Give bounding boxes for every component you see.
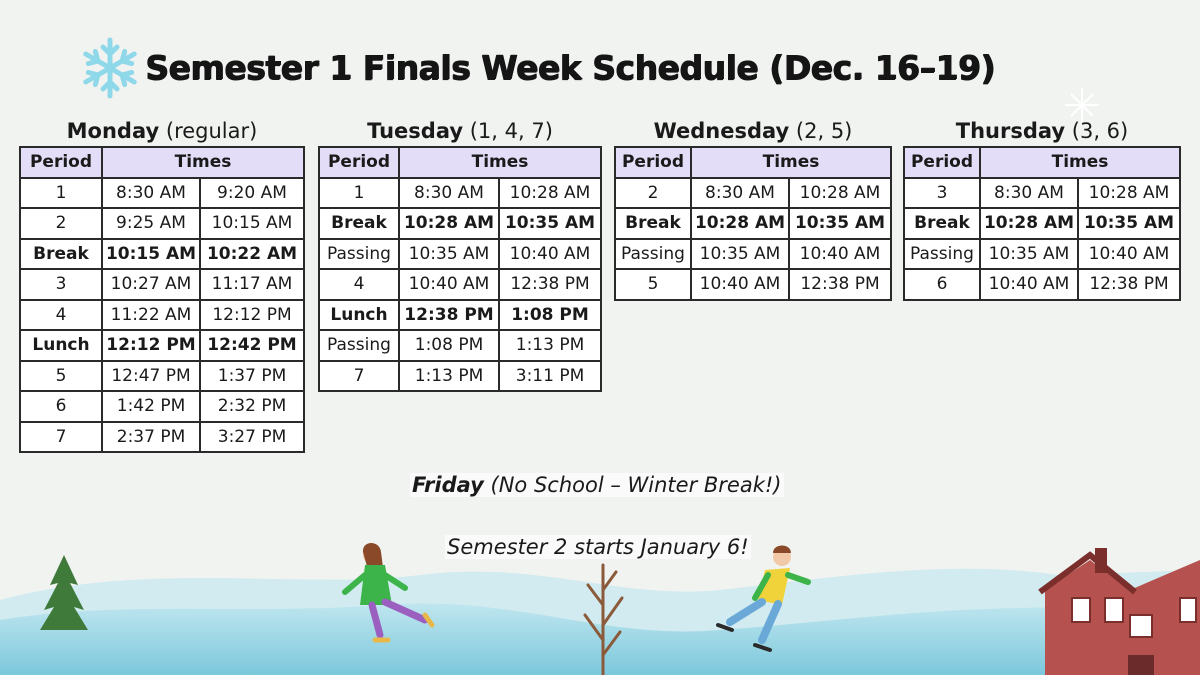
day-name: Tuesday <box>367 119 464 143</box>
start-time-cell: 12:47 PM <box>102 361 200 392</box>
end-time-cell: 12:38 PM <box>499 269 601 300</box>
table-row <box>20 391 304 422</box>
period-cell: 5 <box>20 361 102 392</box>
day-detail: (3, 6) <box>1071 119 1129 143</box>
start-time-cell: 10:27 AM <box>102 269 200 300</box>
friday-label: Friday <box>412 473 484 497</box>
house-icon <box>1040 548 1200 675</box>
table-row <box>20 208 304 239</box>
end-time-cell: 10:28 AM <box>789 178 891 209</box>
end-time-cell: 10:35 AM <box>1078 208 1180 239</box>
period-cell: Break <box>904 208 980 239</box>
end-time-cell: 10:35 AM <box>499 208 601 239</box>
start-time-cell: 8:30 AM <box>980 178 1078 209</box>
header-period: Period <box>20 147 102 178</box>
period-cell: 2 <box>20 208 102 239</box>
period-cell: Passing <box>319 239 399 270</box>
end-time-cell: 10:15 AM <box>200 208 304 239</box>
start-time-cell: 2:37 PM <box>102 422 200 453</box>
period-cell: Passing <box>319 330 399 361</box>
start-time-cell: 10:15 AM <box>102 239 200 270</box>
table-row <box>319 269 601 300</box>
start-time-cell: 10:40 AM <box>691 269 789 300</box>
start-time-cell: 10:28 AM <box>980 208 1078 239</box>
snowflake-icon <box>78 36 142 100</box>
start-time-cell: 12:12 PM <box>102 330 200 361</box>
day-detail: (2, 5) <box>795 119 853 143</box>
table-row <box>904 208 1180 239</box>
period-cell: Break <box>615 208 691 239</box>
end-time-cell: 10:28 AM <box>1078 178 1180 209</box>
day-heading <box>903 116 1181 146</box>
start-time-cell: 10:40 AM <box>399 269 499 300</box>
schedule-table-wednesday <box>614 146 892 301</box>
period-cell: 7 <box>319 361 399 392</box>
header-times: Times <box>980 147 1180 178</box>
start-time-cell: 10:28 AM <box>691 208 789 239</box>
header-times: Times <box>399 147 601 178</box>
schedule-table-monday <box>19 146 305 453</box>
table-row <box>20 422 304 453</box>
friday-note <box>410 473 784 497</box>
table-row <box>319 239 601 270</box>
start-time-cell: 11:22 AM <box>102 300 200 331</box>
start-time-cell: 10:40 AM <box>980 269 1078 300</box>
table-row <box>20 361 304 392</box>
start-time-cell: 8:30 AM <box>691 178 789 209</box>
semester-note: Semester 2 starts January 6! <box>447 535 749 559</box>
table-body <box>319 178 601 392</box>
day-wednesday <box>614 116 892 301</box>
day-detail: (regular) <box>165 119 258 143</box>
table-row <box>319 330 601 361</box>
period-cell: 5 <box>615 269 691 300</box>
end-time-cell: 10:22 AM <box>200 239 304 270</box>
table-row <box>615 239 891 270</box>
header-period: Period <box>615 147 691 178</box>
start-time-cell: 9:25 AM <box>102 208 200 239</box>
table-body <box>615 178 891 300</box>
page-title: Semester 1 Finals Week Schedule (Dec. 16–19) <box>145 48 995 87</box>
table-row <box>20 178 304 209</box>
period-cell: Lunch <box>20 330 102 361</box>
table-body <box>20 178 304 453</box>
table-row <box>615 208 891 239</box>
end-time-cell: 9:20 AM <box>200 178 304 209</box>
header-period: Period <box>319 147 399 178</box>
day-tuesday <box>318 116 602 392</box>
table-row <box>20 239 304 270</box>
header-period: Period <box>904 147 980 178</box>
day-monday <box>19 116 305 453</box>
period-cell: 6 <box>20 391 102 422</box>
day-heading <box>318 116 602 146</box>
end-time-cell: 3:11 PM <box>499 361 601 392</box>
end-time-cell: 12:42 PM <box>200 330 304 361</box>
end-time-cell: 3:27 PM <box>200 422 304 453</box>
friday-detail: (No School – Winter Break!) <box>490 473 782 497</box>
day-heading <box>19 116 305 146</box>
schedule-table-tuesday <box>318 146 602 392</box>
table-row <box>20 330 304 361</box>
schedule-table-thursday <box>903 146 1181 301</box>
start-time-cell: 10:35 AM <box>691 239 789 270</box>
start-time-cell: 8:30 AM <box>399 178 499 209</box>
period-cell: Lunch <box>319 300 399 331</box>
table-row <box>904 178 1180 209</box>
day-heading <box>614 116 892 146</box>
period-cell: Break <box>319 208 399 239</box>
period-cell: 6 <box>904 269 980 300</box>
header-times: Times <box>102 147 304 178</box>
end-time-cell: 10:40 AM <box>1078 239 1180 270</box>
day-thursday <box>903 116 1181 301</box>
table-row <box>319 361 601 392</box>
table-row <box>319 300 601 331</box>
start-time-cell: 10:35 AM <box>980 239 1078 270</box>
day-name: Wednesday <box>653 119 790 143</box>
end-time-cell: 11:17 AM <box>200 269 304 300</box>
start-time-cell: 12:38 PM <box>399 300 499 331</box>
start-time-cell: 1:13 PM <box>399 361 499 392</box>
day-detail: (1, 4, 7) <box>469 119 553 143</box>
period-cell: 1 <box>20 178 102 209</box>
table-row <box>319 208 601 239</box>
end-time-cell: 1:08 PM <box>499 300 601 331</box>
table-row <box>615 269 891 300</box>
start-time-cell: 10:28 AM <box>399 208 499 239</box>
period-cell: Passing <box>904 239 980 270</box>
table-row <box>904 269 1180 300</box>
period-cell: Passing <box>615 239 691 270</box>
end-time-cell: 12:38 PM <box>789 269 891 300</box>
table-row <box>20 300 304 331</box>
start-time-cell: 1:08 PM <box>399 330 499 361</box>
table-row <box>20 269 304 300</box>
end-time-cell: 10:40 AM <box>499 239 601 270</box>
table-row <box>904 239 1180 270</box>
end-time-cell: 10:35 AM <box>789 208 891 239</box>
start-time-cell: 8:30 AM <box>102 178 200 209</box>
period-cell: 4 <box>20 300 102 331</box>
day-name: Monday <box>66 119 160 143</box>
period-cell: 3 <box>20 269 102 300</box>
table-body <box>904 178 1180 300</box>
end-time-cell: 12:12 PM <box>200 300 304 331</box>
table-row <box>319 178 601 209</box>
period-cell: 7 <box>20 422 102 453</box>
end-time-cell: 10:40 AM <box>789 239 891 270</box>
period-cell: 2 <box>615 178 691 209</box>
period-cell: 3 <box>904 178 980 209</box>
header-times: Times <box>691 147 891 178</box>
end-time-cell: 10:28 AM <box>499 178 601 209</box>
day-name: Thursday <box>955 119 1066 143</box>
end-time-cell: 1:13 PM <box>499 330 601 361</box>
period-cell: 1 <box>319 178 399 209</box>
period-cell: Break <box>20 239 102 270</box>
end-time-cell: 2:32 PM <box>200 391 304 422</box>
period-cell: 4 <box>319 269 399 300</box>
start-time-cell: 10:35 AM <box>399 239 499 270</box>
start-time-cell: 1:42 PM <box>102 391 200 422</box>
end-time-cell: 1:37 PM <box>200 361 304 392</box>
table-row <box>615 178 891 209</box>
end-time-cell: 12:38 PM <box>1078 269 1180 300</box>
